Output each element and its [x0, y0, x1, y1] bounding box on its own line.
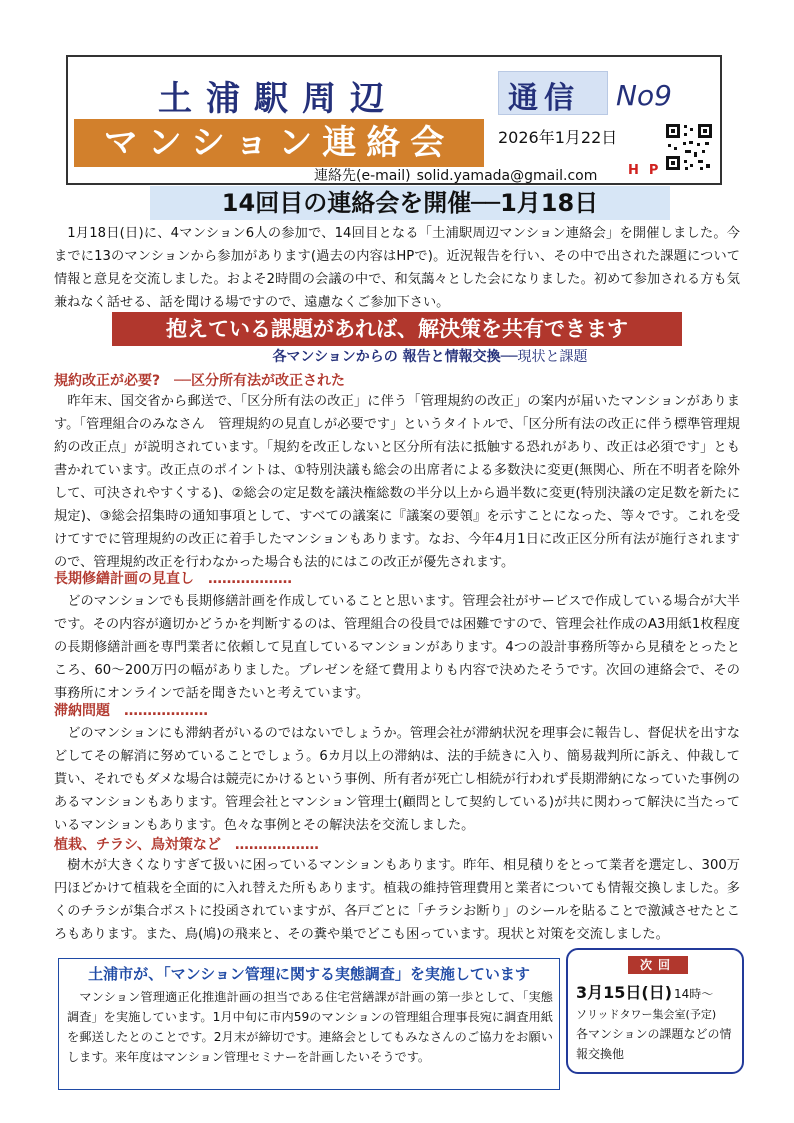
section-body-repair-plan [54, 590, 740, 705]
next-meeting-date: 3月15日(日) [576, 983, 673, 1002]
title-line1: 土浦駅周辺 [158, 79, 398, 119]
next-meeting-place: ソリッドタワー集会室(予定) [576, 1008, 717, 1021]
section-body-arrears [54, 722, 740, 837]
section-heading-arrears: 滞納問題 ……………… [54, 703, 208, 719]
section-heading-planting: 植栽、チラシ、鳥対策など ……………… [54, 837, 319, 853]
issue-number: No9 [616, 79, 672, 112]
subtitle-main: 各マンションからの 報告と情報交換 [272, 349, 501, 365]
hp-label: HP [628, 163, 669, 178]
repair-plan-text: どのマンションでも長期修繕計画を作成していることと思います。管理会社がサービスで作成している場合が大半です。その内容が適切かどうかを判断するのは、管理組合の役員では困難ですので、管理会社作成のA3用紙1枚程度の長期修繕計画を専門業者に依頼して見直しているマンションがあります。4つの設計事務所等から見積をとったところ、60～200万円の幅がありました。プレゼンを経て費用よりも内容で決めたそうです。次回の連絡会で、その事務所にオンラインで話を聞きたいと考えています。 [54, 594, 740, 701]
qr-code-icon[interactable] [664, 122, 714, 172]
intro-text: 1月18日(日)に、4マンション6人の参加で、14回目となる「土浦駅周辺マンション連絡会」を開催しました。今までに13のマンションから参加があります(過去の内容はHPで)。近況報告を行い、その中で出された課題について情報と意見を交流しました。およそ2時間の会議の中で、和気藹々とした会になりました。初めて参加される方も気兼ねなく話せる、話を聞ける場ですので、遠慮なくご参加下さい。 [54, 226, 740, 310]
next-meeting-time: 14時～ [674, 987, 714, 1001]
survey-box [58, 958, 560, 1090]
issue-date: 2026年1月22日 [498, 128, 618, 147]
intro-paragraph [54, 222, 740, 314]
headline: 14回目の連絡会を開催──1月18日 [150, 186, 670, 220]
survey-title: 土浦市が、「マンション管理に関する実態調査」を実施しています [88, 965, 530, 983]
masthead [66, 55, 722, 185]
survey-text: マンション管理適正化推進計画の担当である住宅営繕課が計画の第一歩として、「実態調査」を実施しています。1月中旬に市内59のマンションの管理組合理事長宛に調査用紙を郵送したとのことです。2月末が締切です。連絡会としてもみなさんのご協力をお願いします。来年度はマンション管理セミナーを計画したいそうです。 [67, 990, 553, 1064]
contact-line [308, 165, 597, 185]
bylaws-text: 昨年末、国交省から郵送で、「区分所有法の改正」に伴う「管理規約の改正」の案内が届いたマンションがあります。「管理組合のみなさん 管理規約の見直しが必要です」というタイトルで、「区分所有法の改正に伴う標準管理規約の改正点」が説明されています。「規約を改正しないと区分所有法に抵触する恐れがあり、改正は必須です」とも書かれています。改正点のポイントは、①特別決議も総会の出席者による多数決に変更(無関心、所在不明者を除外して、可決されやすくする)、②総会の定足数を議決権総数の半分以上から過半数に変更(特別決議の定足数を新たに規定)、③総会招集時の通知事項として、すべての議案に『議案の要領』を示すことになった、等々です。これを受けてすでに管理規約の改正に着手したマンションもあります。なお、今年4月1日に改正区分所有法が施行されますので、管理規約改正を行わなかった場合も法的にはこの改正が優先されます。 [54, 394, 740, 570]
title-line2: マンション連絡会 [74, 119, 484, 167]
survey-body [67, 987, 553, 1067]
planting-text: 樹木が大きくなりすぎて扱いに困っているマンションもあります。昨年、相見積りをとって業者を選定し、300万円ほどかけて植栽を全面的に入れ替えた所もあります。植栽の維持管理費用と業者についても情報交換しました。多くのチラシが集合ポストに投函されていますが、各戸ごとに「チラシお断り」のシールを貼ることで激減させたところもあります。また、鳥(鳩)の飛来と、その糞や巣でどこも困っています。現状と対策を交流しました。 [54, 858, 740, 942]
section-body-bylaws [54, 390, 740, 574]
subtitle [200, 346, 660, 366]
contact-label: 連絡先(e-mail) [314, 168, 411, 184]
tsushin-label: 通信 [508, 81, 580, 116]
banner: 抱えている課題があれば、解決策を共有できます [112, 312, 682, 346]
contact-email[interactable]: solid.yamada@gmail.com [416, 168, 598, 184]
next-meeting-label: 次回 [628, 956, 688, 974]
arrears-text: どのマンションにも滞納者がいるのではないでしょうか。管理会社が滞納状況を理事会に報告し、督促状を出すなどしてその解消に努めていることでしょう。6カ月以上の滞納は、法的手続きに入り、簡易裁判所に訴え、仲裁して貰い、それでもダメな場合は競売にかけるという事例、所有者が死亡し相続が行われず長期滞納になっていた事例のあるマンションもあります。管理会社とマンション管理士(顧問として契約している)が共に関わって解決に当たっているマンションもあります。色々な事例とその解決法を交流しました。 [54, 726, 740, 833]
next-meeting-date-line [576, 980, 713, 1003]
section-body-planting [54, 854, 740, 946]
next-meeting-topic: 各マンションの課題などの情報交換他 [576, 1027, 732, 1061]
section-heading-repair-plan: 長期修繕計画の見直し ……………… [54, 571, 292, 587]
section-heading-bylaws: 規約改正が必要? ──区分所有法が改正された [54, 373, 345, 389]
next-meeting-box [566, 948, 744, 1074]
subtitle-tail: ──現状と課題 [500, 349, 588, 365]
